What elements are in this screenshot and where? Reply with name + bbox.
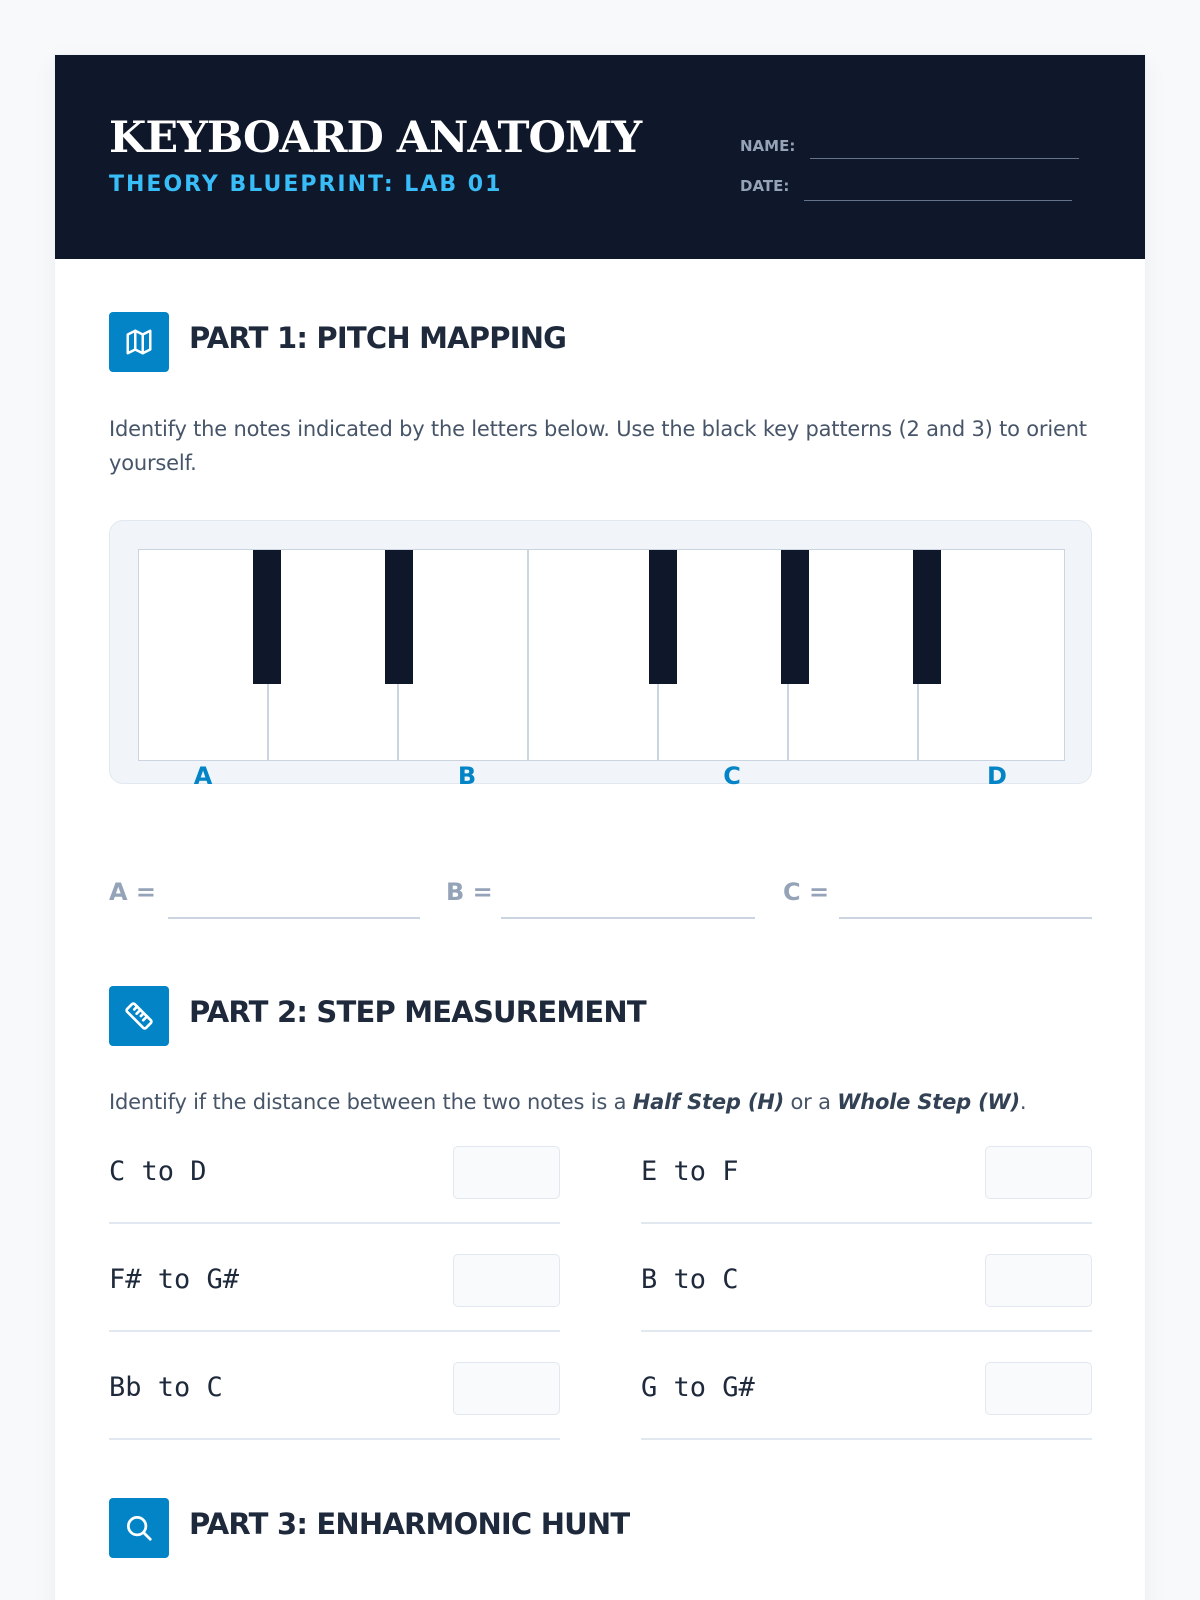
answer-a-label: A = [109,878,157,906]
black-key [649,550,677,684]
part2-instructions-mid: or a [784,1090,838,1114]
worksheet-header [55,55,1145,259]
step-question-row [109,1146,560,1224]
answer-c-field[interactable] [839,917,1092,919]
step-question-row [641,1362,1092,1440]
name-label: NAME: [740,137,796,155]
step-question-row [109,1254,560,1332]
step-question-row [641,1254,1092,1332]
whole-step-term: Whole Step (W) [837,1090,1020,1114]
step-answer-box[interactable] [985,1146,1092,1199]
key-marker-c: C [723,762,741,790]
worksheet [55,55,1145,1600]
search-icon [109,1498,169,1558]
step-question-text: Bb to C [109,1372,223,1403]
step-question-text: B to C [641,1264,739,1295]
worksheet-subtitle: THEORY BLUEPRINT: LAB 01 [109,172,503,197]
step-question-text: C to D [109,1156,207,1187]
black-key [781,550,809,684]
answer-c-label: C = [783,878,830,906]
step-question-text: E to F [641,1156,739,1187]
part3-title: PART 3: ENHARMONIC HUNT [189,1507,630,1541]
worksheet-title: KEYBOARD ANATOMY [109,113,642,163]
map-icon [109,312,169,372]
key-marker-a: A [193,762,213,790]
answer-b-label: B = [446,878,493,906]
part2-instructions-suffix: . [1019,1090,1027,1114]
part1-instructions: Identify the notes indicated by the letters below. Use the black key patterns (2 and 3) to orient yourself. [109,417,1087,475]
answer-b-field[interactable] [501,917,755,919]
part1-title: PART 1: PITCH MAPPING [189,321,567,355]
white-key-divider [527,550,529,760]
step-question-row [641,1146,1092,1224]
part2-instructions-prefix: Identify if the distance between the two notes is a [109,1090,633,1114]
part2-instructions [109,1085,1099,1119]
key-marker-b: B [457,762,477,790]
black-key [913,550,941,684]
part2-title: PART 2: STEP MEASUREMENT [189,995,646,1029]
key-marker-d: D [987,762,1007,790]
black-key [253,550,281,684]
step-answer-box[interactable] [453,1254,560,1307]
step-question-row [109,1362,560,1440]
name-field[interactable] [810,158,1079,159]
half-step-term: Half Step (H) [632,1090,785,1114]
answer-a-field[interactable] [168,917,420,919]
ruler-icon [109,986,169,1046]
step-question-text: F# to G# [109,1264,240,1295]
keyboard [138,549,1065,761]
black-key [385,550,413,684]
date-field[interactable] [804,200,1072,201]
step-question-text: G to G# [641,1372,755,1403]
step-answer-box[interactable] [985,1254,1092,1307]
step-answer-box[interactable] [985,1362,1092,1415]
step-answer-box[interactable] [453,1362,560,1415]
keyboard-diagram [109,520,1092,784]
date-label: DATE: [740,177,790,195]
step-answer-box[interactable] [453,1146,560,1199]
